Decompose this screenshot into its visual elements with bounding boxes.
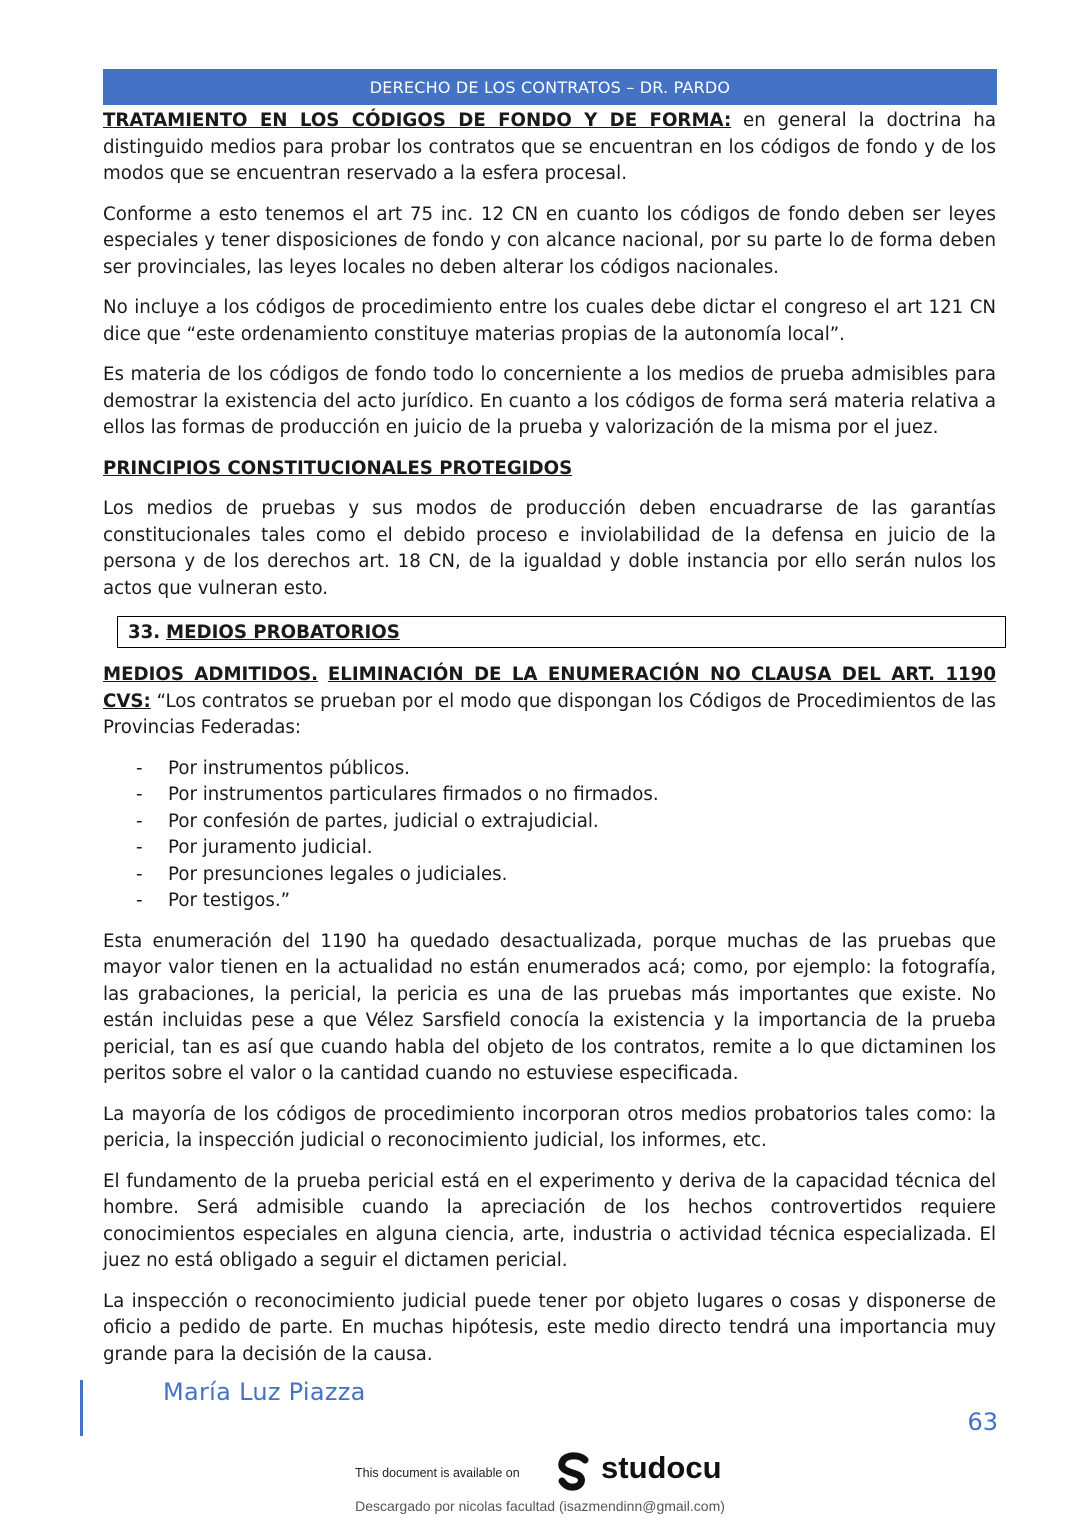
- studocu-brand[interactable]: studocu: [601, 1450, 722, 1485]
- heading-tratamiento: TRATAMIENTO EN LOS CÓDIGOS DE FONDO Y DE FORMA:: [103, 110, 732, 131]
- paragraph-conforme: Conforme a esto tenemos el art 75 inc. 12 CN en cuanto los códigos de fondo deben ser leyes especiales y tener disposiciones de fondo y con alcance nacional, por su parte lo de forma deben ser provinciales, las leyes locales no deben alterar los códigos nacionales.: [103, 203, 996, 278]
- list-item-text: Por instrumentos particulares firmados o no firmados.: [168, 784, 659, 805]
- paragraph-inspeccion: La inspección o reconocimiento judicial puede tener por objeto lugares o cosas y disponerse de oficio a pedido de parte. En muchas hipótesis, este medio directo tendrá una importancia muy grande para la decisión de la causa.: [103, 1290, 996, 1365]
- paragraph-fundamento: El fundamento de la prueba pericial está en el experimento y deriva de la capacidad técnica del hombre. Será admisible cuando la apreciación de los hechos controvertidos requiere conocimientos especiales en alguna ciencia, arte, industria o actividad técnica especializada. El juez no está obligado a seguir el dictamen pericial.: [103, 1170, 996, 1271]
- bullet-marker: -: [136, 810, 143, 832]
- author-name: María Luz Piazza: [163, 1378, 366, 1406]
- paragraph-no-incluye: No incluye a los códigos de procedimiento entre los cuales debe dictar el congreso el art 121 CN dice que “este ordenamiento constituye materias propias de la autonomía local”.: [103, 297, 996, 345]
- list-item: [103, 809, 996, 836]
- list-item-text: Por instrumentos públicos.: [168, 757, 410, 779]
- available-on-text: This document is available on: [355, 1466, 520, 1480]
- text-medios: “Los contratos se prueban por el modo que dispongan los Códigos de Procedimientos de las Provincias Federadas:: [103, 690, 996, 738]
- list-item-text: Por confesión de partes, judicial o extrajudicial.: [168, 810, 599, 832]
- paragraph-tratamiento: [103, 108, 996, 188]
- paragraph-medios: [103, 662, 996, 742]
- section-title: MEDIOS PROBATORIOS: [166, 622, 400, 643]
- section-number: 33.: [128, 622, 161, 643]
- heading-principios: [103, 456, 996, 483]
- list-item: [103, 835, 996, 862]
- list-item: [103, 862, 996, 889]
- heading-eliminacion: ELIMINACIÓN DE LA ENUMERACIÓN NO CLAUSA DEL ART. 1190 CVS:: [103, 664, 996, 712]
- footer-divider: [80, 1380, 83, 1436]
- list-item-text: Por testigos.”: [168, 890, 291, 911]
- section-heading-box: [117, 616, 1006, 648]
- text-tratamiento: en general la doctrina ha distinguido medios para probar los contratos que se encuentran en los códigos de fondo y de los modos que se encuentran reservado a la esfera procesal.: [103, 110, 996, 184]
- document-body: [103, 108, 996, 1382]
- bullet-marker: -: [136, 837, 143, 858]
- paragraph-principios: Los medios de pruebas y sus modos de producción deben encuadrarse de las garantías constitucionales tales como el debido proceso e inviolabilidad de la defensa en juicio de la persona y de los derechos art. 18 CN, de la igualdad y doble instancia por ello serán nulos los actos que vulneran esto.: [103, 498, 996, 599]
- paragraph-es-materia: Es materia de los códigos de fondo todo lo concerniente a los medios de prueba admisibles para demostrar la existencia del acto jurídico. En cuanto a los códigos de forma será materia relativa a ellos las formas de producción en juicio de la prueba y valorización de la misma por el juez.: [103, 364, 996, 438]
- paragraph-mayoria: La mayoría de los códigos de procedimiento incorporan otros medios probatorios tales como: la pericia, la inspección judicial o reconocimiento judicial, los informes, etc.: [103, 1103, 996, 1151]
- page-number: 63: [967, 1408, 998, 1436]
- bullet-marker: -: [136, 863, 143, 885]
- list-item: [103, 888, 996, 915]
- downloaded-by-text: Descargado por nicolas facultad (isazmendinn@gmail.com): [355, 1498, 725, 1514]
- heading-medios-admitidos: MEDIOS ADMITIDOS.: [103, 664, 319, 685]
- list-item-text: Por juramento judicial.: [168, 837, 373, 858]
- list-item: [103, 756, 996, 783]
- bullet-marker: -: [136, 757, 143, 779]
- bullet-list: [103, 756, 996, 915]
- bullet-marker: -: [136, 784, 143, 805]
- heading-principios-text: PRINCIPIOS CONSTITUCIONALES PROTEGIDOS: [103, 457, 573, 479]
- paragraph-esta-enumeracion: Esta enumeración del 1190 ha quedado desactualizada, porque muchas de las pruebas que mayor valor tienen en la actualidad no están enumerados acá; como, por ejemplo: la fotografía, las grabaciones, la pericial, la pericia es una de las pruebas más importantes que existe. No están incluidas pese a que Vélez Sarsfield conocía la existencia y la importancia de la prueba pericial, tan es así que cuando habla del objeto de los contratos, remite a lo que dictaminen los peritos sobre el valor o la cantidad cuando no estuviese especificada.: [103, 930, 996, 1084]
- list-item-text: Por presunciones legales o judiciales.: [168, 863, 508, 885]
- list-item: [103, 782, 996, 809]
- bullet-marker: -: [136, 890, 143, 911]
- studocu-logo-icon[interactable]: [552, 1451, 596, 1495]
- document-header: DERECHO DE LOS CONTRATOS – DR. PARDO: [103, 69, 997, 105]
